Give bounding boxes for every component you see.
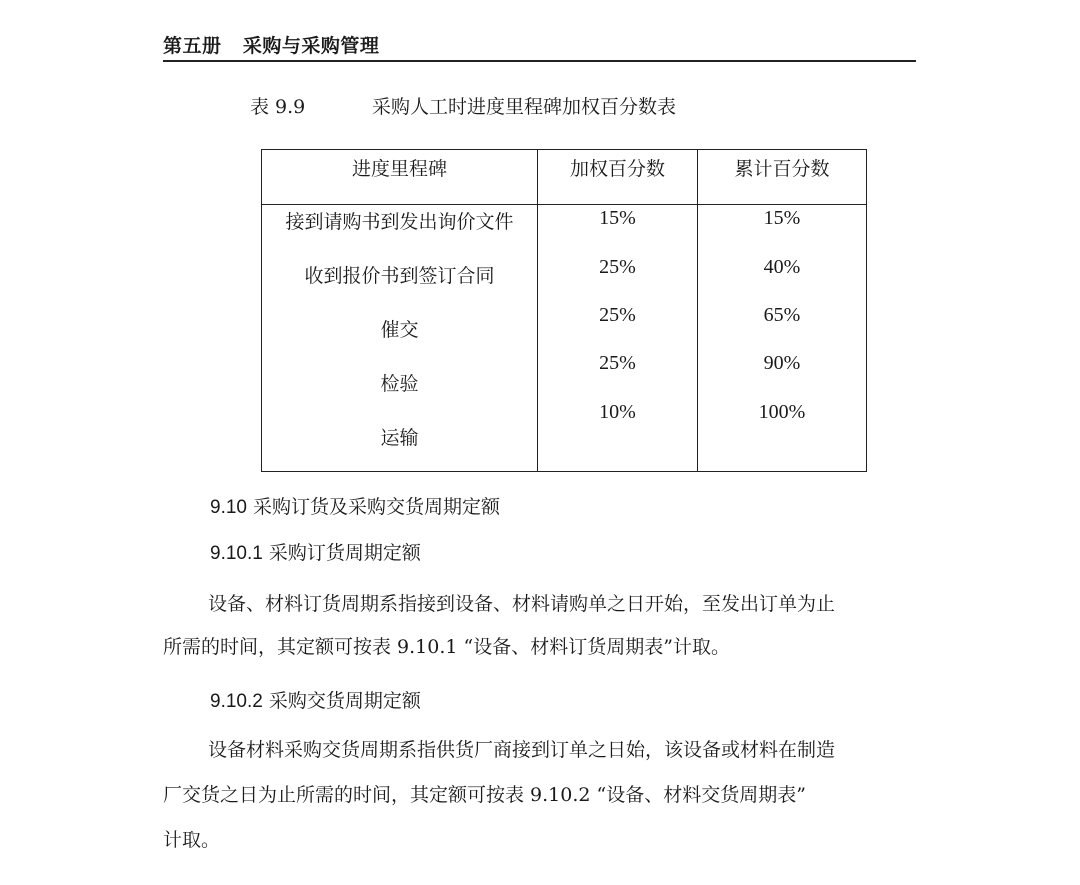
paragraph-line: 设备材料采购交货周期系指供货厂商接到订单之日始，该设备或材料在制造	[208, 739, 836, 761]
column-header-cumulative: 累计百分数	[698, 150, 867, 205]
book-volume: 第五册	[163, 35, 222, 57]
section-number: 9.10	[210, 497, 247, 518]
cumulative-cell: 40%	[763, 256, 801, 278]
weight-cell: 25%	[599, 304, 636, 326]
table-title: 采购人工时进度里程碑加权百分数表	[372, 96, 677, 118]
cumulative-cell: 90%	[763, 352, 801, 374]
table-body-row	[262, 205, 867, 472]
weight-cell: 15%	[599, 207, 636, 229]
cumulative-cell: 15%	[763, 207, 801, 229]
section-title: 采购交货周期定额	[268, 690, 421, 712]
section-heading-9-10-1	[210, 538, 421, 565]
table-header-row	[262, 150, 867, 205]
section-title: 采购订货及采购交货周期定额	[252, 496, 500, 518]
section-number: 9.10.2	[210, 691, 263, 712]
weight-cell: 25%	[599, 352, 636, 374]
cumulative-column	[698, 205, 867, 472]
paragraph-line: 设备、材料订货周期系指接到设备、材料请购单之日开始，至发出订单为止	[208, 593, 836, 615]
weight-column	[538, 205, 698, 472]
section-heading-9-10	[210, 492, 500, 519]
milestone-cell: 收到报价书到签订合同	[304, 265, 495, 287]
column-header-milestone: 进度里程碑	[262, 150, 538, 205]
cumulative-cell: 100%	[758, 401, 806, 423]
weight-cell: 10%	[599, 401, 636, 423]
milestone-cell: 检验	[380, 373, 419, 395]
paragraph-line: 计取。	[163, 829, 221, 851]
cumulative-cell: 65%	[763, 304, 801, 326]
section-title: 采购订货周期定额	[268, 542, 421, 564]
table-number: 表 9.9	[250, 96, 306, 118]
paragraph-line: 厂交货之日为止所需的时间，其定额可按表 9.10.2 “设备、材料交货周期表”	[163, 784, 806, 806]
page-header	[163, 28, 916, 62]
milestone-column	[262, 205, 538, 472]
weight-cell: 25%	[599, 256, 636, 278]
column-header-weight: 加权百分数	[538, 150, 698, 205]
section-heading-9-10-2	[210, 686, 421, 713]
milestone-cell: 接到请购书到发出询价文件	[285, 211, 514, 233]
milestone-weight-table	[261, 149, 867, 472]
section-number: 9.10.1	[210, 543, 263, 564]
running-head	[163, 31, 379, 58]
paragraph-line: 所需的时间，其定额可按表 9.10.1 “设备、材料订货周期表”计取。	[163, 636, 730, 658]
milestone-cell: 催交	[380, 319, 419, 341]
chapter-title: 采购与采购管理	[242, 35, 380, 57]
milestone-cell: 运输	[380, 427, 419, 449]
